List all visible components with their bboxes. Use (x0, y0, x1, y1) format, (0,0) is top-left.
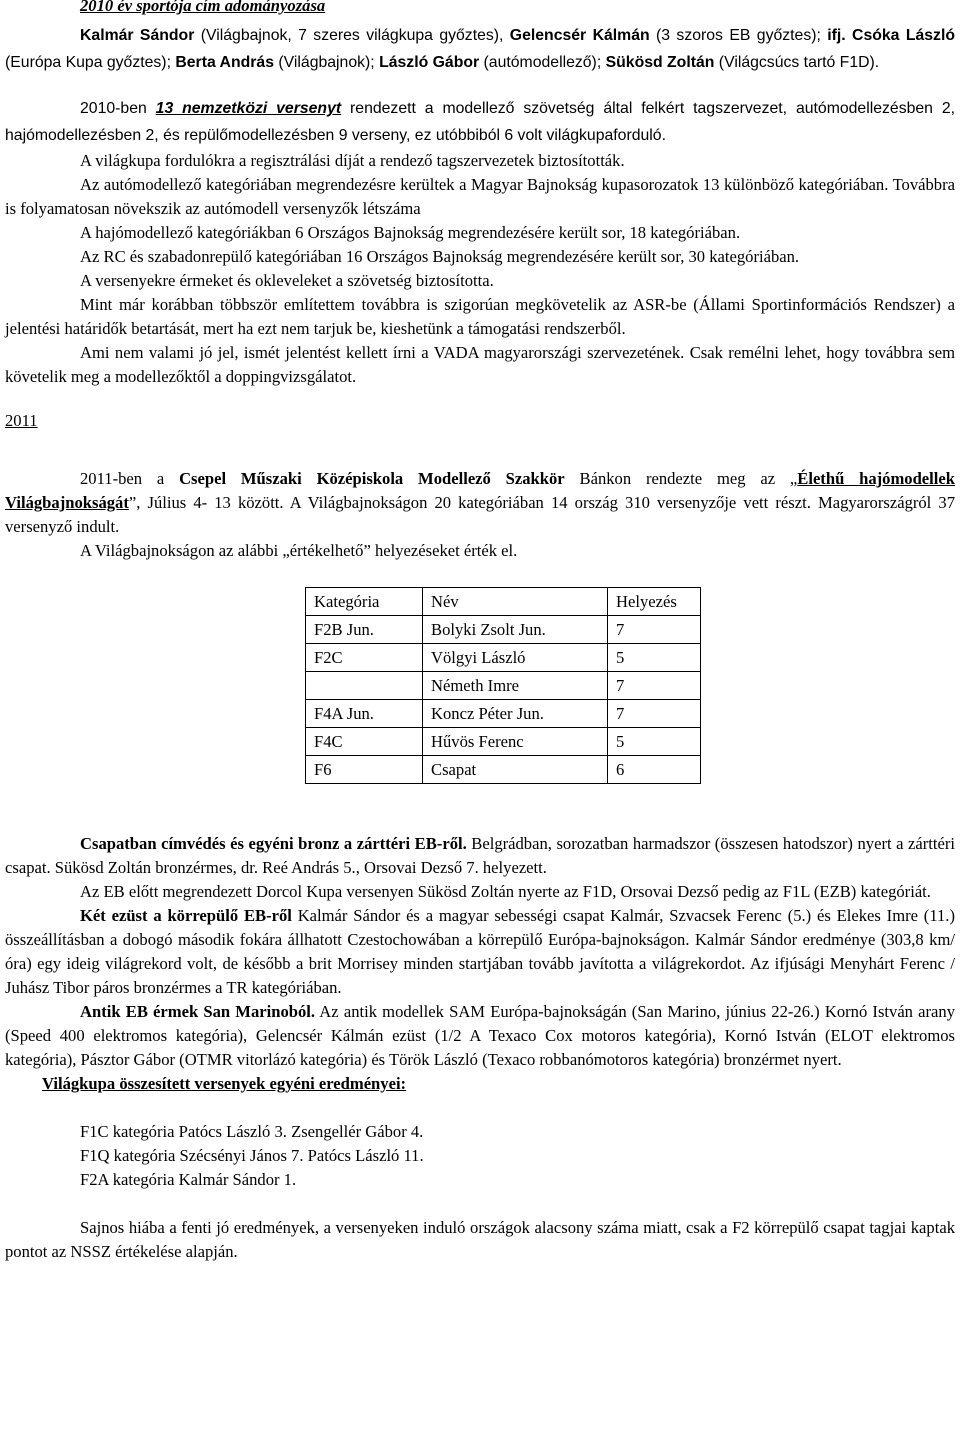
paragraph-auto-models: Az autómodellező kategóriában megrendezésre kerültek a Magyar Bajnokság kupasorozatok 13 különböző kategóriában. Továbbra is folyamatosan növekszik az autómodell versenyzők létszáma (5, 175, 955, 218)
table-cell: F4A Jun. (306, 700, 423, 728)
table-cell (306, 672, 423, 700)
paragraph-antique-eb: Antik EB érmek San Marinoból. Az antik modellek SAM Európa-bajnokságán (San Marino, június 22-26.) Kornó István arany (Speed 400 elektromos kategória), Gelencsér Kálmán ezüst (1/2 A Texaco Cox motoros kategória), Kornó István (ELOT elektromos kategória), Pásztor Gábor (OTMR vitorlázó kategória) és Török László (Texaco robbanómotoros kategória) bronzérmet nyert. (5, 1002, 955, 1069)
table-cell: F2B Jun. (306, 616, 423, 644)
table-cell: F4C (306, 728, 423, 756)
table-cell: Bolyki Zsolt Jun. (423, 616, 608, 644)
paragraph-dorcol-cup: Az EB előtt megrendezett Dorcol Kupa versenyen Sükösd Zoltán nyerte az F1D, Orsovai Dezső pedig az F1L (EZB) kategóriát. (80, 882, 931, 901)
table-row (306, 728, 701, 756)
paragraph-control-line-eb: Két ezüst a körrepülő EB-ről Kalmár Sándor és a magyar sebességi csapat Kalmár, Szvacsek Ferenc (5.) és Elekes Imre (11.) összeállításban a dobogó második fokára állhatott Czestochowában a körrepülő Európa-bajnokságon. Kalmár Sándor eredménye (303,8 km/óra) egy ideig világrekord volt, de később a brit Morrisey minden startjában tovább javította a világrekordot. Az ifjúsági Menyhárt Ferenc / Juhász Tibor páros bronzérmes a TR kategóriában. (5, 906, 955, 997)
world-cup-results-title: Világkupa összesített versenyek egyéni eredményei: (42, 1074, 407, 1093)
paragraph-medals: A versenyekre érmeket és okleveleket a szövetség biztosította. (80, 271, 494, 290)
paragraph-2010-competitions: 2010-ben 13 nemzetközi versenyt rendezett a modellező szövetség által felkért tagszervezet, autómodellezésben 2, hajómodellezésben 2, és repülőmodellezésben 9 verseny, ez utóbbiból 6 volt világkupaforduló. (5, 100, 956, 144)
paragraph-registration: A világkupa fordulókra a regisztrálási díját a rendező tagszervezetek biztosították. (80, 151, 625, 170)
table-cell: Németh Imre (423, 672, 608, 700)
paragraph-rc-free-flight: Az RC és szabadonrepülő kategóriában 16 Országos Bajnokság megrendezésére került sor, 30 kategóriában. (80, 247, 800, 266)
document-page (5, 0, 955, 1264)
section-heading-2010: 2010 év sportója cím adományozása (80, 0, 326, 15)
list-item: F1C kategória Patócs László 3. Zsengellér Gábor 4. (80, 1122, 424, 1141)
table-cell: Hűvös Ferenc (423, 728, 608, 756)
table-cell: 7 (608, 616, 701, 644)
table-row (306, 644, 701, 672)
paragraph-asr: Mint már korábban többször említettem továbbra is szigorúan megkövetelik az ASR-be (Állami Sportinformációs Rendszer) a jelentési határidők betartását, mert ha ezt nem tarjuk be, kieshetünk a támogatási rendszerből. (5, 295, 955, 338)
section-heading-2011: 2011 (5, 411, 38, 430)
table-row (306, 700, 701, 728)
table-header-row (306, 588, 701, 616)
paragraph-world-championship: 2011-ben a Csepel Műszaki Középiskola Modellező Szakkör Bánkon rendezte meg az „Élethű hajómodellek Világbajnokságát”, Július 4- 13 között. A Világbajnokságon 20 kategóriában 14 ország 310 versenyzője vett részt. Magyarországról 37 versenyző indult. (5, 469, 955, 536)
table-cell: Völgyi László (423, 644, 608, 672)
table-cell: Csapat (423, 756, 608, 784)
table-cell: 7 (608, 700, 701, 728)
table-cell: 5 (608, 644, 701, 672)
paragraph-nssz-points: Sajnos hiába a fenti jó eredmények, a versenyeken induló országok alacsony száma miatt, csak a F2 körrepülő csapat tagjai kaptak pontot az NSSZ értékelése alapján. (5, 1218, 955, 1261)
paragraph-results-intro: A Világbajnokságon az alábbi „értékelhető” helyezéseket érték el. (80, 541, 518, 560)
table-header-cell: Kategória (306, 588, 423, 616)
results-table (305, 587, 701, 784)
table-cell: 7 (608, 672, 701, 700)
paragraph-ship-models: A hajómodellező kategóriákban 6 Országos Bajnokság megrendezésére került sor, 18 kategóriában. (80, 223, 741, 242)
awards-paragraph: Kalmár Sándor (Világbajnok, 7 szeres világkupa győztes), Gelencsér Kálmán (3 szoros EB győztes); ifj. Csóka László (Európa Kupa győztes); Berta András (Világbajnok); László Gábor (autómodellező); Sükösd Zoltán (Világcsúcs tartó F1D). (5, 27, 955, 71)
list-item: F2A kategória Kalmár Sándor 1. (80, 1170, 297, 1189)
table-cell: 6 (608, 756, 701, 784)
table-header-cell: Név (423, 588, 608, 616)
table-cell: F6 (306, 756, 423, 784)
paragraph-indoor-eb: Csapatban címvédés és egyéni bronz a zárttéri EB-ről. Belgrádban, sorozatban harmadszor (összesen hatodszor) nyert a zárttéri csapat. Sükösd Zoltán bronzérmes, dr. Reé András 5., Orsovai Dezső 7. helyezett. (5, 834, 955, 877)
table-header-cell: Helyezés (608, 588, 701, 616)
table-row (306, 756, 701, 784)
list-item: F1Q kategória Szécsényi János 7. Patócs László 11. (80, 1146, 424, 1165)
paragraph-vada: Ami nem valami jó jel, ismét jelentést kellett írni a VADA magyarországi szervezetének. Csak remélni lehet, hogy továbbra sem követelik meg a modellezőktől a doppingvizsgálatot. (5, 343, 955, 386)
table-cell: 5 (608, 728, 701, 756)
table-cell: Koncz Péter Jun. (423, 700, 608, 728)
table-cell: F2C (306, 644, 423, 672)
table-row (306, 672, 701, 700)
table-row (306, 616, 701, 644)
